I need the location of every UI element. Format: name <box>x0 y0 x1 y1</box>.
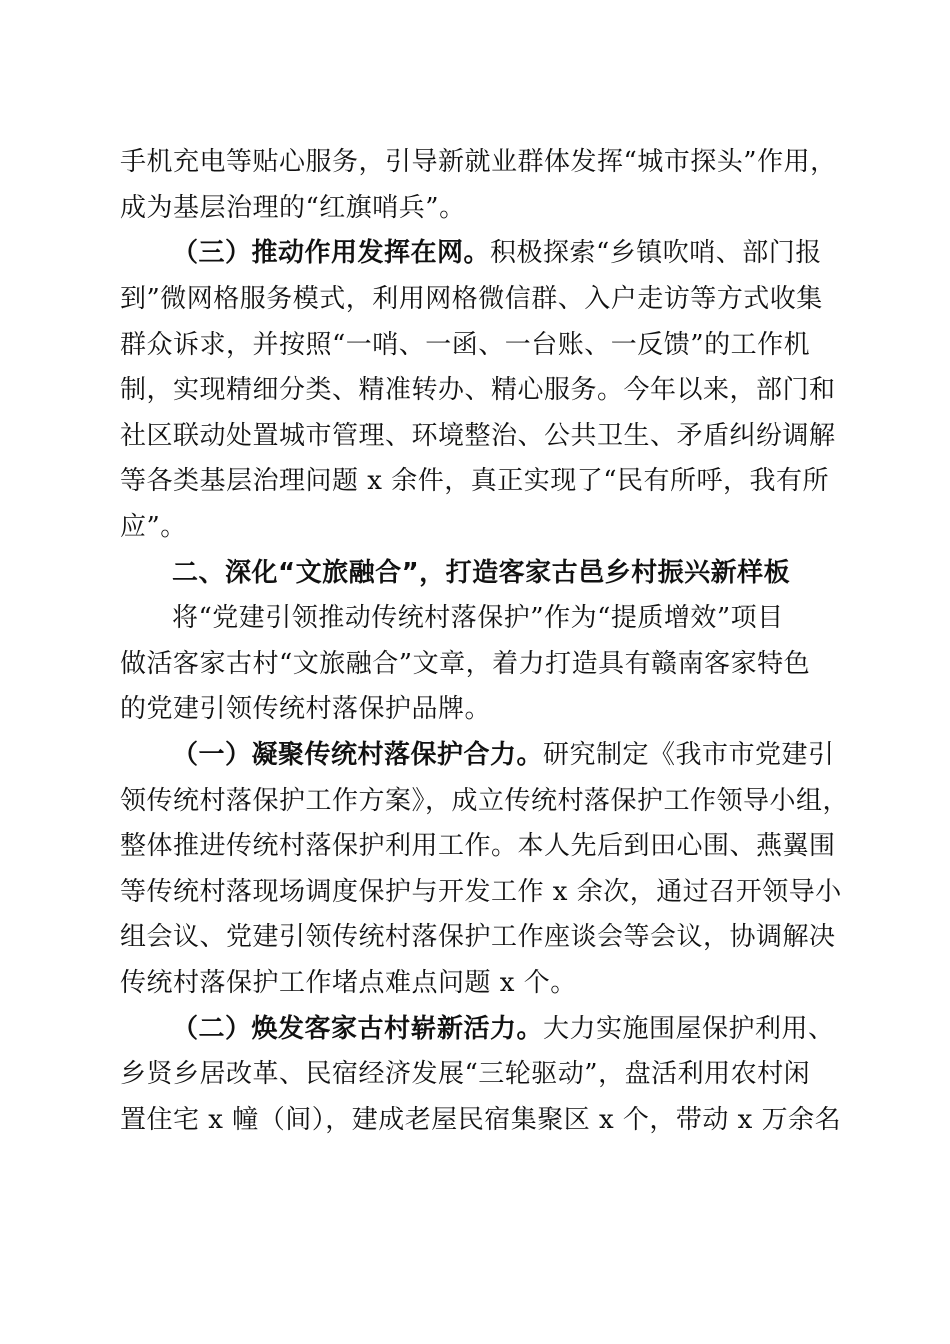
body-text-line: 社区联动处置城市管理、环境整治、公共卫生、矛盾纠纷调解 <box>120 421 836 451</box>
paragraph-line <box>172 238 822 268</box>
body-text-line: 等传统村落现场调度保护与开发工作 x 余次，通过召开领导小 <box>120 877 842 907</box>
body-text-line: 置住宅 x 幢（间），建成老屋民宿集聚区 x 个，带动 x 万余名 <box>120 1105 842 1135</box>
body-text-line: 组会议、党建引领传统村落保护工作座谈会等会议，协调解决 <box>120 922 836 952</box>
body-text-line: 制，实现精细分类、精准转办、精心服务。今年以来，部门和 <box>120 375 836 405</box>
section-heading: 二、深化“文旅融合”，打造客家古邑乡村振兴新样板 <box>172 558 791 588</box>
body-text-line: 到”微网格服务模式，利用网格微信群、入户走访等方式收集 <box>120 284 823 314</box>
body-text-line: 应”。 <box>120 512 187 542</box>
subheading-one: （一）凝聚传统村落保护合力。 <box>172 740 544 770</box>
body-text-line: 传统村落保护工作堵点难点问题 x 个。 <box>120 968 577 998</box>
body-text-line: 将“党建引领推动传统村落保护”作为“提质增效”项目 <box>172 603 784 633</box>
paragraph-line <box>172 1014 835 1044</box>
body-text-line: 乡贤乡居改革、民宿经济发展“三轮驱动”，盘活利用农村闲 <box>120 1059 811 1089</box>
body-text-line: 领传统村落保护工作方案》，成立传统村落保护工作领导小组， <box>120 786 850 816</box>
body-text-line: 群众诉求，并按照“一哨、一函、一台账、一反馈”的工作机 <box>120 330 811 360</box>
body-text-line: 的党建引领传统村落保护品牌。 <box>120 694 492 724</box>
body-text: 研究制定《我市市党建引 <box>543 740 835 770</box>
body-text: 大力实施围屋保护利用、 <box>543 1014 835 1044</box>
body-text-line: 整体推进传统村落保护利用工作。本人先后到田心围、燕翼围 <box>120 831 836 861</box>
body-text-line: 成为基层治理的“红旗哨兵”。 <box>120 193 466 223</box>
subheading-two: （二）焕发客家古村崭新活力。 <box>172 1014 544 1044</box>
body-text-line: 手机充电等贴心服务，引导新就业群体发挥“城市探头”作用， <box>120 147 837 177</box>
body-text-line: 等各类基层治理问题 x 余件，真正实现了“民有所呼，我有所 <box>120 466 829 496</box>
paragraph-line <box>172 740 835 770</box>
subheading-three: （三）推动作用发挥在网。 <box>172 238 491 268</box>
body-text: 积极探索“乡镇吹哨、部门报 <box>490 238 822 268</box>
body-text-line: 做活客家古村“文旅融合”文章，着力打造具有赣南客家特色 <box>120 649 811 679</box>
